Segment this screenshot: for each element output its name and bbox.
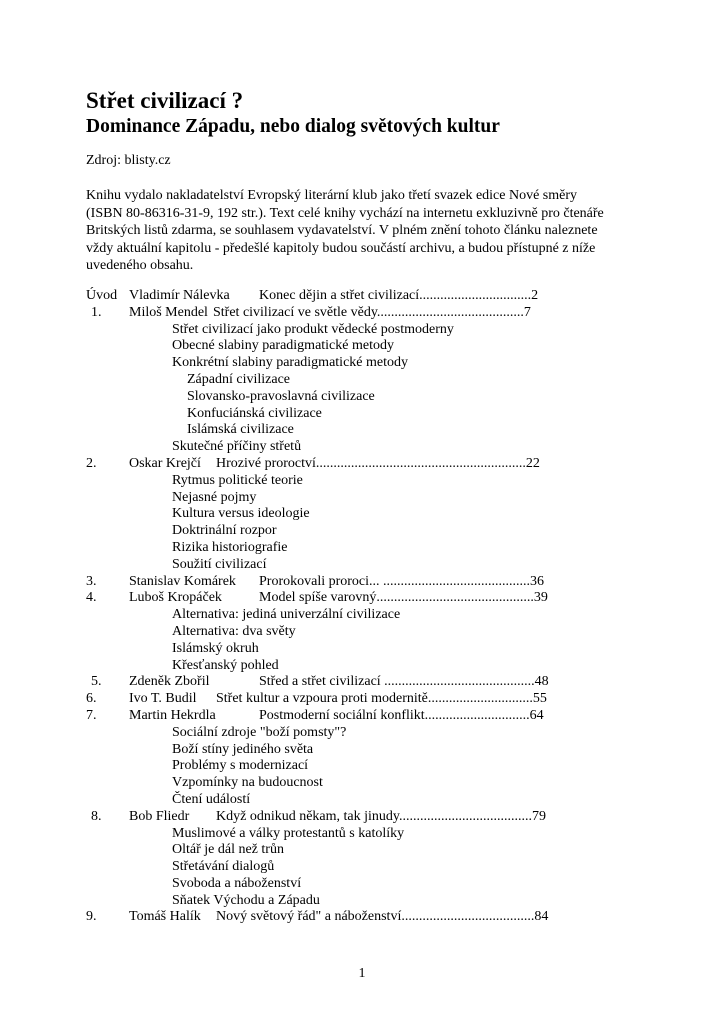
- toc-chapter-number: 1.: [91, 304, 102, 320]
- toc-chapter-row: [86, 574, 646, 591]
- toc-section-row: [86, 859, 646, 876]
- toc-chapter-row: [86, 691, 646, 708]
- toc-section-title: Konfuciánská civilizace: [187, 405, 322, 421]
- toc-section-row: [86, 775, 646, 792]
- toc-section-row: [86, 389, 646, 406]
- toc-section-title: Střet civilizací jako produkt vědecké postmoderny: [172, 321, 454, 337]
- toc-chapter-row: [86, 590, 646, 607]
- toc-section-title: Západní civilizace: [187, 371, 290, 387]
- toc-chapter-author: Martin Hekrdla: [129, 707, 216, 723]
- toc-section-title: Obecné slabiny paradigmatické metody: [172, 338, 394, 354]
- toc-section-row: [86, 338, 646, 355]
- toc-section-row: [86, 406, 646, 423]
- toc-section-row: [86, 725, 646, 742]
- toc-section-title: Oltář je dál než trůn: [172, 842, 284, 858]
- toc-section-title: Soužití civilizací: [172, 556, 267, 572]
- toc-section-row: [86, 557, 646, 574]
- toc-section-row: [86, 540, 646, 557]
- toc-chapter-row: [86, 809, 646, 826]
- toc-chapter-title: Hrozivé proroctví............................................................22: [216, 455, 540, 471]
- toc-section-title: Čtení událostí: [172, 791, 251, 807]
- intro-line: uvedeného obsahu.: [86, 258, 194, 273]
- toc-section-title: Alternativa: dva světy: [172, 623, 296, 639]
- intro-line: (ISBN 80-86316-31-9, 192 str.). Text celé knihy vychází na internetu exkluzivně pro čtenáře: [86, 205, 604, 221]
- toc-section-title: Islámská civilizace: [187, 422, 294, 438]
- toc-chapter-author: Stanislav Komárek: [129, 573, 236, 589]
- toc-chapter-title: Model spíše varovný.............................................39: [259, 590, 548, 606]
- toc-section-title: Konkrétní slabiny paradigmatické metody: [172, 355, 408, 371]
- toc-section-row: [86, 422, 646, 439]
- toc-section-row: [86, 893, 646, 910]
- toc-section-row: [86, 439, 646, 456]
- toc-section-title: Nejasné pojmy: [172, 489, 257, 505]
- toc-chapter-number: 8.: [91, 808, 102, 824]
- toc-section-title: Sňatek Východu a Západu: [172, 892, 320, 908]
- toc-chapter-title: Konec dějin a střet civilizací................................2: [259, 288, 539, 303]
- toc-chapter-row: [86, 674, 646, 691]
- toc-section-title: Rizika historiografie: [172, 539, 288, 555]
- toc-section-row: [86, 826, 646, 843]
- intro-paragraph: [86, 187, 646, 275]
- toc-section-row: [86, 876, 646, 893]
- toc-section-title: Rytmus politické teorie: [172, 472, 303, 488]
- page-number: 1: [358, 966, 366, 981]
- toc-chapter-title: Když odnikud někam, tak jinudy......................................79: [216, 808, 547, 824]
- toc-section-row: [86, 372, 646, 389]
- toc-chapter-number: 6.: [86, 691, 97, 707]
- toc-section-row: [86, 607, 646, 624]
- toc-section-title: Slovansko-pravoslavná civilizace: [187, 388, 375, 404]
- toc-chapter-number: 9.: [86, 909, 97, 925]
- toc-section-row: [86, 322, 646, 339]
- toc-section-title: Islámský okruh: [172, 640, 259, 656]
- toc-chapter-title: Nový světový řád" a náboženství......................................84: [216, 909, 549, 925]
- toc-section-title: Skutečné příčiny střetů: [172, 439, 302, 455]
- toc-section-row: [86, 758, 646, 775]
- intro-line: Knihu vydalo nakladatelství Evropský literární klub jako třetí svazek edice Nové směry: [86, 188, 578, 203]
- toc-chapter-title: Střed a střet civilizací ...........................................48: [259, 674, 549, 690]
- toc-chapter-number: Úvod: [86, 288, 118, 303]
- toc-section-title: Alternativa: jediná univerzální civilizace: [172, 607, 401, 623]
- toc-section-title: Vzpomínky na budoucnost: [172, 775, 323, 791]
- toc-section-title: Kultura versus ideologie: [172, 506, 310, 522]
- toc-chapter-author: Miloš Mendel: [129, 304, 208, 320]
- table-of-contents: [86, 288, 646, 926]
- toc-chapter-number: 5.: [91, 674, 102, 690]
- toc-chapter-title: Postmoderní sociální konflikt..............................64: [259, 707, 544, 723]
- toc-section-title: Boží stíny jediného světa: [172, 741, 314, 757]
- toc-chapter-title: Prorokovali proroci... ..........................................36: [259, 573, 545, 589]
- source-line: Zdroj: blisty.cz: [86, 153, 171, 168]
- intro-line: Britských listů zdarma, se souhlasem vydavatelství. V plném znění tohoto článku naleznete: [86, 223, 598, 238]
- document-title: Střet civilizací ?: [86, 88, 244, 113]
- toc-section-title: Křesťanský pohled: [172, 657, 279, 673]
- toc-chapter-author: Luboš Kropáček: [129, 590, 222, 606]
- toc-section-row: [86, 490, 646, 507]
- toc-chapter-number: 7.: [86, 707, 97, 723]
- toc-chapter-title: Střet kultur a vzpoura proti modernitě..............................55: [216, 691, 547, 707]
- toc-section-title: Střetávání dialogů: [172, 859, 275, 875]
- toc-chapter-row: [86, 456, 646, 473]
- toc-section-row: [86, 523, 646, 540]
- intro-line: vždy aktuální kapitolu - předešlé kapitoly budou součástí archivu, a budou přístupné z níže: [86, 240, 596, 256]
- toc-section-title: Muslimové a války protestantů s katolíky: [172, 825, 405, 841]
- toc-chapter-author: Ivo T. Budil: [129, 691, 197, 707]
- toc-chapter-author: Vladimír Nálevka: [129, 288, 230, 303]
- toc-section-row: [86, 473, 646, 490]
- toc-chapter-title: Střet civilizací ve světle vědy..........................................7: [213, 304, 531, 320]
- toc-chapter-author: Oskar Krejčí: [129, 455, 201, 471]
- toc-chapter-author: Tomáš Halík: [129, 909, 201, 925]
- toc-chapter-number: 3.: [86, 573, 97, 589]
- toc-section-row: [86, 658, 646, 675]
- toc-chapter-number: 4.: [86, 590, 97, 606]
- toc-chapter-author: Zdeněk Zbořil: [129, 674, 210, 690]
- toc-section-row: [86, 792, 646, 809]
- toc-chapter-row: [86, 909, 646, 926]
- toc-chapter-author: Bob Fliedr: [129, 808, 190, 824]
- toc-chapter-number: 2.: [86, 455, 97, 471]
- document-subtitle: Dominance Západu, nebo dialog světových kultur: [86, 116, 500, 137]
- toc-section-row: [86, 506, 646, 523]
- toc-section-row: [86, 641, 646, 658]
- toc-section-title: Doktrinální rozpor: [172, 523, 277, 539]
- toc-section-row: [86, 624, 646, 641]
- toc-section-row: [86, 842, 646, 859]
- toc-section-row: [86, 742, 646, 759]
- toc-section-title: Svoboda a náboženství: [172, 875, 302, 891]
- toc-chapter-row: [86, 708, 646, 725]
- toc-section-row: [86, 355, 646, 372]
- toc-chapter-row: [86, 288, 646, 305]
- toc-chapter-row: [86, 305, 646, 322]
- toc-section-title: Problémy s modernizací: [172, 758, 309, 774]
- toc-section-title: Sociální zdroje "boží pomsty"?: [172, 724, 347, 740]
